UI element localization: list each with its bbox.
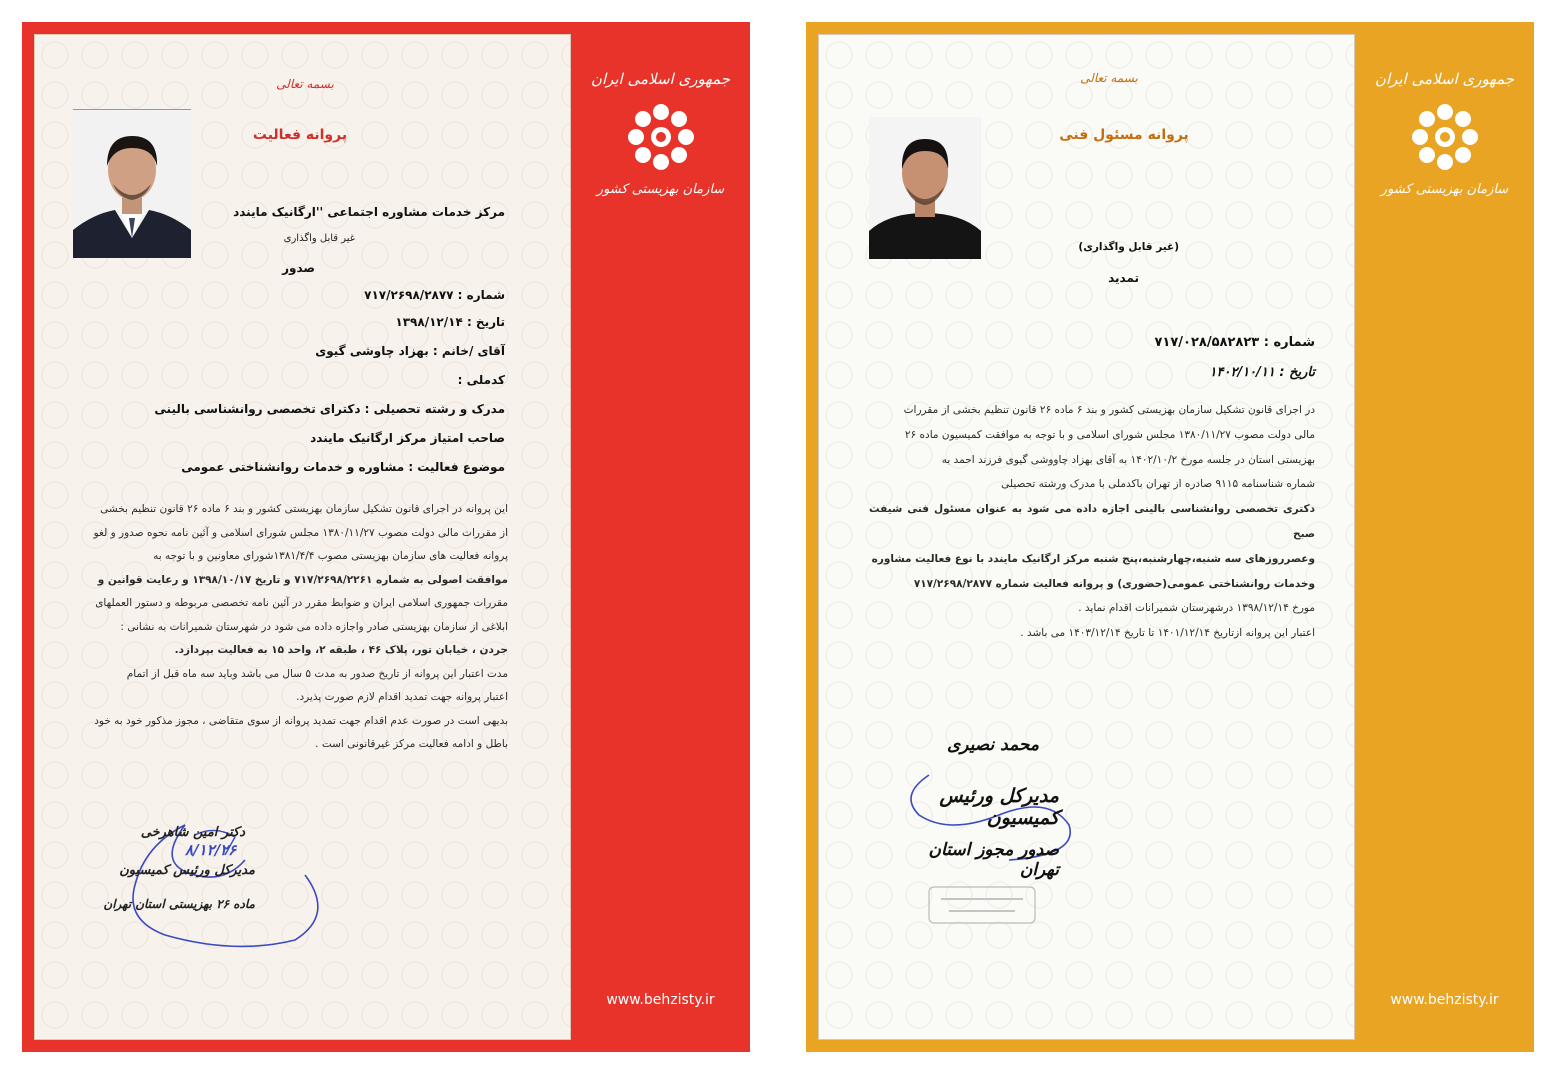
body-line: بهزیستی استان در جلسه مورخ ۱۴۰۲/۱۰/۲ به آقای بهزاد چاووشی گیوی فرزند احمد به [941,453,1315,466]
faded-stamp-icon [927,885,1037,925]
holder-photo [73,109,191,258]
body-line: در اجرای قانون تشکیل سازمان بهزیستی کشور و بند ۶ ماده ۲۶ قانون تنظیم بخشی از مقررات [903,404,1315,416]
holder-name: آقای /خانم : بهزاد چاوشی گیوی [315,344,505,358]
handwritten-number: ۸/۱۲/۲۶ [185,841,237,859]
body-line: وخدمات روانشناختی عمومی(حضوری) و پروانه فعالیت شماره ۷۱۷/۲۶۹۸/۲۸۷۷ [913,577,1315,590]
body-line: اعتبار این پروانه ازتاریخ ۱۴۰۱/۱۲/۱۴ تا تاریخ ۱۴۰۳/۱۲/۱۴ می باشد . [1020,627,1315,640]
page-title: پروانه فعالیت [252,127,348,143]
body-line: شماره شناسنامه ۹۱۱۵ صادره از تهران باکدملی با مدرک ورشته تحصیلی [1001,478,1315,491]
license-paper [818,34,1355,1040]
signer-role: مدیرکل ورئیس کمیسیون [939,785,1059,829]
brand-band [571,22,750,1052]
basmala: بسمه تعالی [1080,71,1138,85]
holder-photo [869,117,981,259]
technical-license-document [806,22,1534,1052]
signer-role: مدیرکل ورئیس کمیسیون [119,863,255,878]
license-owner: صاحب امتیاز مرکز ارگانیک مایندد [310,431,505,445]
license-number: شماره : ۷۱۷/۲۶۹۸/۲۸۷۷ [364,288,505,302]
body-line: مقررات جمهوری اسلامی ایران و ضوابط مقرر در آئین نامه تخصصی مربوطه و دستور العملهای [95,597,508,609]
signer-article: ماده ۲۶ بهزیستی استان تهران [103,897,255,911]
activity-license-document [22,22,750,1052]
body-line: این پروانه در اجرای قانون تشکیل سازمان بهزیستی کشور و بند ۶ ماده ۲۶ قانون تنظیم بخشی [100,503,508,515]
issuance-label: صدور [282,261,315,275]
republic-text: جمهوری اسلامی ایران [1374,70,1515,88]
body-line: مدت اعتبار این پروانه از تاریخ صدور به مدت ۵ سال می باشد وباید سه ماه قبل از اتمام [126,667,508,680]
body-line: مورخ ۱۳۹۸/۱۲/۱۴ درشهرستان شمیرانات اقدام نماید . [1078,602,1315,615]
body-line: باطل و ادامه فعالیت مرکز غیرقانونی است . [315,738,508,750]
body-line: بدیهی است در صورت عدم اقدام جهت تمدید پروانه از سوی متقاضی ، مجوز مذکور خود به خود [94,714,508,727]
body-line: از مقررات مالی دولت مصوب ۱۳۸۰/۱۱/۲۷ مجلس شورای اسلامی و آئین نامه نحوه صدور و لغو [93,526,508,539]
national-code: کدملی : [457,373,505,387]
body-line: ابلاغی از سازمان بهزیستی صادر واجازه داده می شود در شهرستان شمیرانات به نشانی : [120,620,508,633]
license-body [869,398,1315,646]
center-name: مرکز خدمات مشاوره اجتماعی ''ارگانیک مایندد [233,205,505,219]
body-line: دکتری تخصصی روانشناسی بالینی اجازه داده می شود به عنوان مسئول فنی شیفت صبح [869,503,1315,540]
license-number: شماره : ۷۱۷/۰۲۸/۵۸۲۸۲۳ [1154,335,1315,350]
license-paper [34,34,571,1040]
website-text[interactable]: www.behzisty.ir [606,992,715,1008]
license-date: تاریخ : ۱۳۹۸/۱۲/۱۴ [395,315,505,329]
signer-name: دکتر امین شاهرخی [140,825,245,840]
website-text[interactable]: www.behzisty.ir [1390,992,1499,1008]
non-transferable-note: غیر قابل واگذاری [283,233,355,244]
license-date: تاریخ : ۱۴۰۲/۱۰/۱۱ [1209,365,1315,380]
activity-subject: موضوع فعالیت : مشاوره و خدمات روانشناختی عمومی [181,460,505,474]
license-body [53,498,508,757]
org-name-text: سازمان بهزیستی کشور [596,182,725,197]
page-title: پروانه مسئول فنی [1059,127,1189,143]
behzisti-emblem-icon [1410,102,1480,172]
brand-band [1355,22,1534,1052]
body-line: جردن ، خیابان تور، پلاک ۴۶ ، طبقه ۲، واحد ۱۵ به فعالیت بپردازد. [174,644,508,656]
body-line: پروانه فعالیت های سازمان بهزیستی مصوب ۱۳۸۱/۴/۴شورای معاونین و با توجه به [153,550,508,562]
signer-office: صدور مجوز استان تهران [928,840,1059,880]
degree: مدرک و رشته تحصیلی : دکترای تخصصی روانشناسی بالینی [154,402,505,416]
renewal-label: تمدید [1108,271,1139,285]
body-line: مالی دولت مصوب ۱۳۸۰/۱۱/۲۷ مجلس شورای اسلامی و با توجه به موافقت کمیسیون ماده ۲۶ [904,428,1315,441]
signer-name: محمد نصیری [946,735,1039,755]
body-line: اعتبار پروانه جهت تمدید اقدام لازم صورت پذیرد. [296,691,508,703]
body-line: موافقت اصولی به شماره ۷۱۷/۲۶۹۸/۲۲۶۱ و تاریخ ۱۳۹۸/۱۰/۱۷ و رعایت قوانین و [97,573,508,586]
org-name-text: سازمان بهزیستی کشور [1380,182,1509,197]
behzisti-emblem-icon [626,102,696,172]
body-line: وعصرروزهای سه شنبه،چهارشنبه،پنج شنبه مرکز ارگانیک مایندد با نوع فعالیت مشاوره [871,552,1315,565]
basmala: بسمه تعالی [276,77,334,91]
non-transferable-note: (غیر قابل واگذاری) [1078,241,1179,253]
republic-text: جمهوری اسلامی ایران [590,70,731,88]
